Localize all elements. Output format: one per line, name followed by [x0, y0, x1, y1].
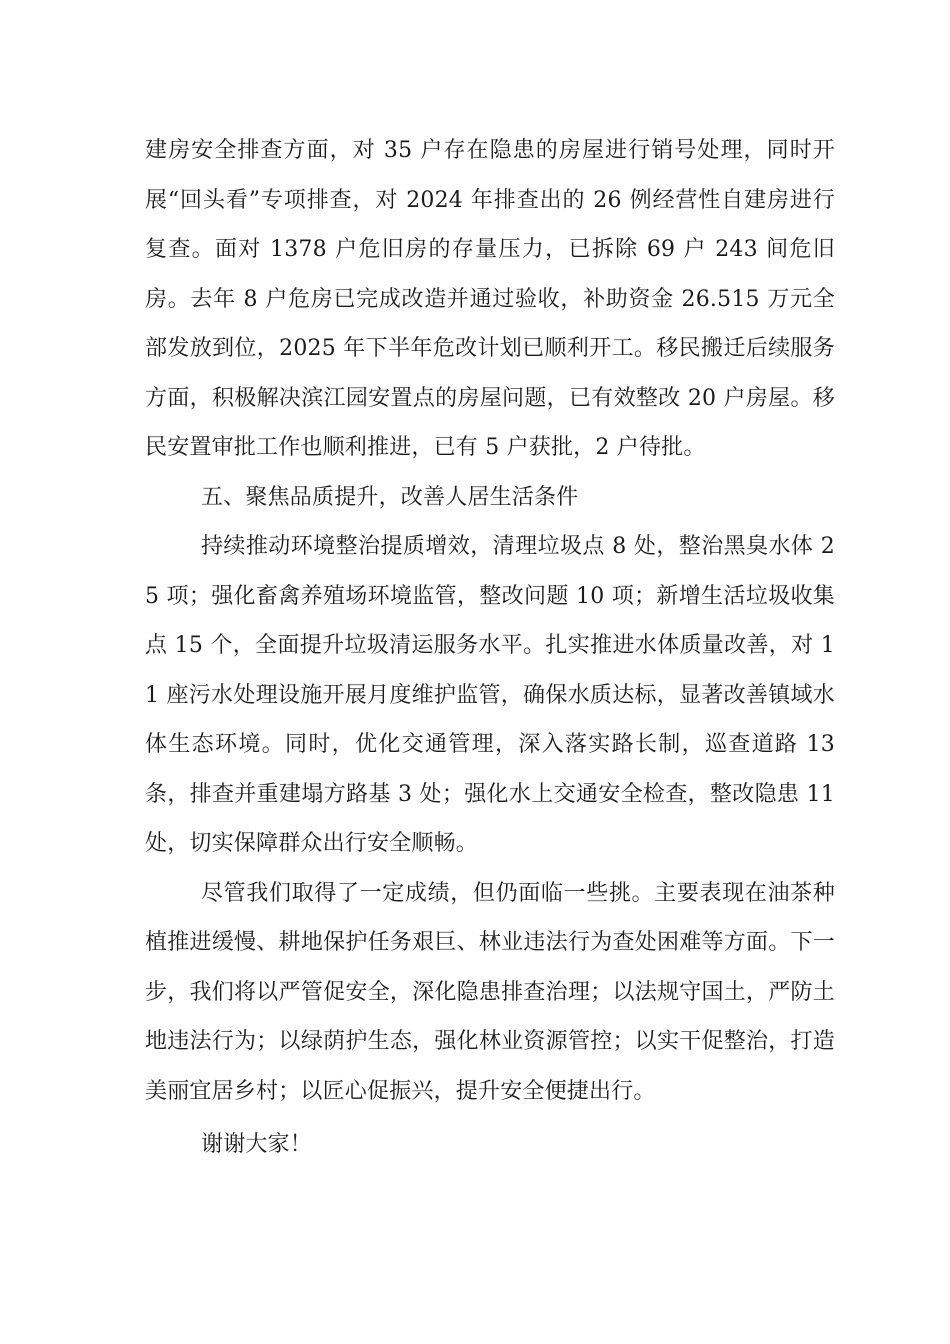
- paragraph-challenges: 尽管我们取得了一定成绩，但仍面临一些挑。主要表现在油茶种植推进缓慢、耕地保护任务艰巨、林业违法行为查处困难等方面。下一步，我们将以严管促安全，深化隐患排查治理；以法规守国土，严防土地违法行为；以绿荫护生态，强化林业资源管控；以实干促整治，打造美丽宜居乡村；以匠心促振兴，提升安全便捷出行。: [145, 880, 835, 1104]
- paragraph-environment: 持续推动环境整治提质增效，清理垃圾点 8 处，整治黑臭水体 25 项；强化畜禽养殖场环境监管，整改问题 10 项；新增生活垃圾收集点 15 个，全面提升垃圾清运服务水平。扎实推进水体质量改善，对 11 座污水处理设施开展月度维护监管，确保水质达标，显著改善镇域水体生态环境。同时，优化交通管理，深入落实路长制，巡查道路 13 条，排查并重建塌方路基 3 处；强化水上交通安全检查，整改隐患 11 处，切实保障群众出行安全顺畅。: [145, 534, 835, 856]
- section-heading-quality: 五、聚焦品质提升，改善人居生活条件: [201, 484, 579, 510]
- paragraph-thanks: 谢谢大家！: [201, 1132, 313, 1157]
- document-body: [145, 126, 835, 1170]
- paragraph-housing-safety: 建房安全排查方面，对 35 户存在隐患的房屋进行销号处理，同时开展“回头看”专项排查，对 2024 年排查出的 26 例经营性自建房进行复查。面对 1378 户危旧房的存量压力，已拆除 69 户 243 间危旧房。去年 8 户危房已完成改造并通过验收，补助资金 26.515 万元全部发放到位，2025 年下半年危改计划已顺利开工。移民搬迁后续服务方面，积极解决滨江园安置点的房屋问题，已有效整改 20 户房屋。移民安置审批工作也顺利推进，已有 5 户获批，2 户待批。: [145, 138, 835, 460]
